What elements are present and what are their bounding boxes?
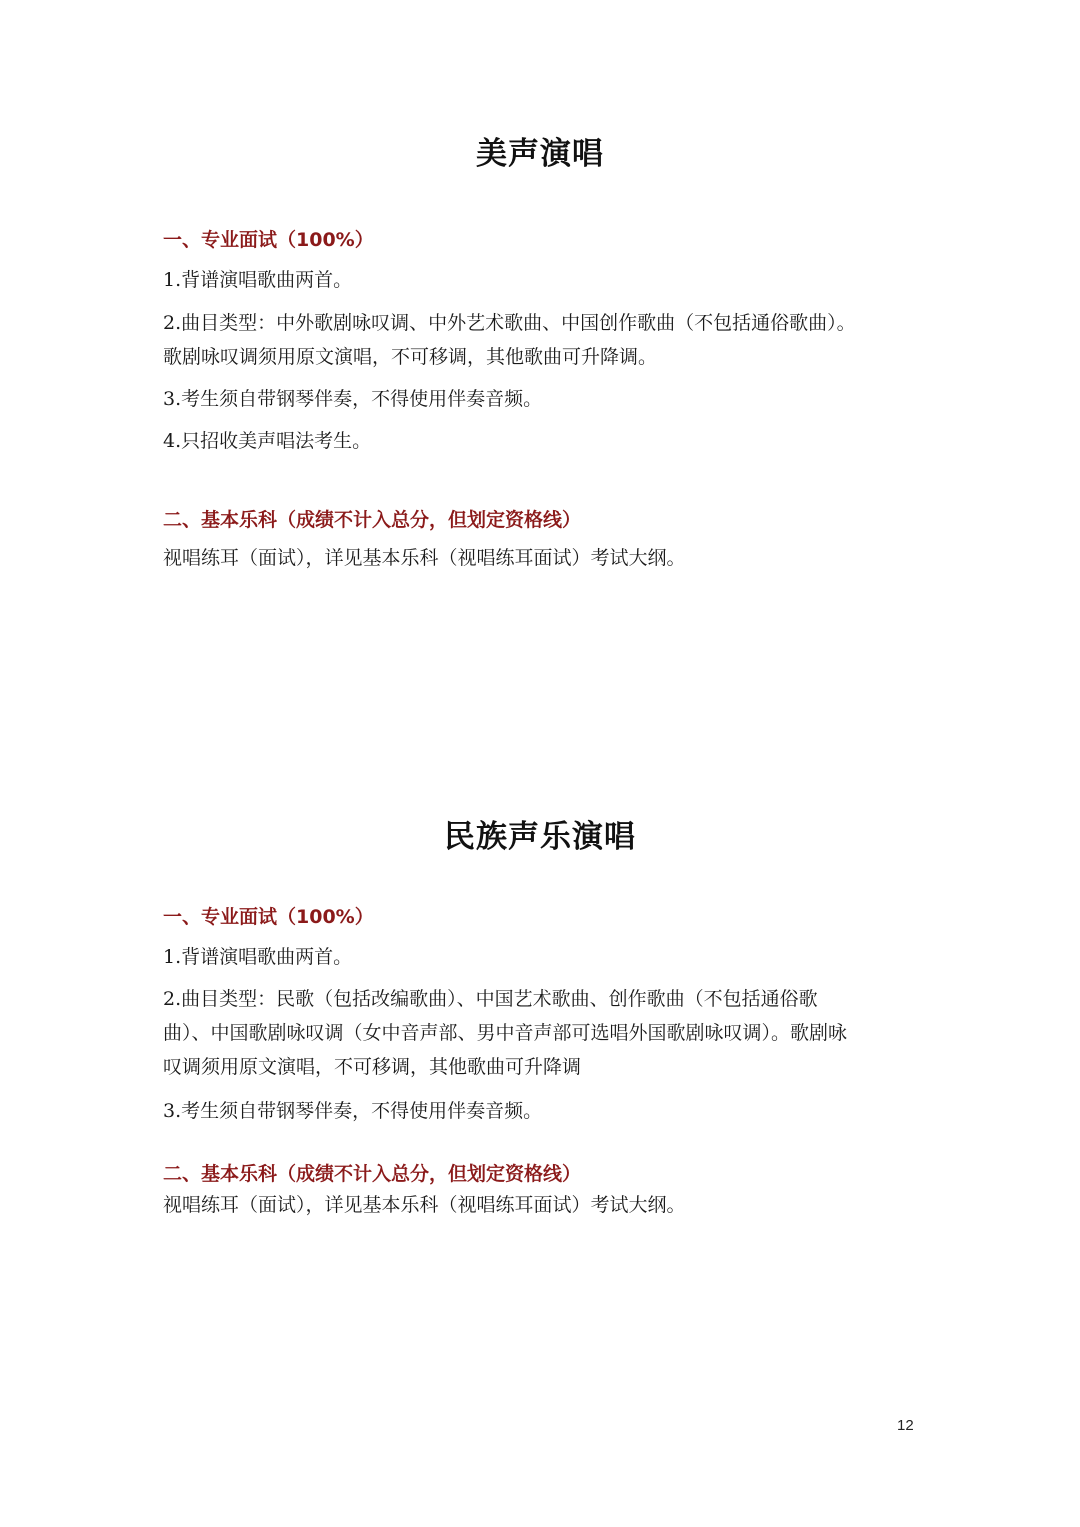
section-heading-basic-music: 二、基本乐科（成绩不计入总分，但划定资格线） (163, 509, 582, 531)
list-item-text: 考生须自带钢琴伴奏，不得使用伴奏音频。 (181, 1100, 543, 1122)
list-item-text: 只招收美声唱法考生。 (181, 430, 372, 452)
list-item-number: 3. (163, 388, 182, 410)
list-item-number: 4. (163, 430, 182, 452)
list-item (163, 382, 863, 416)
section-heading-professional-interview: 一、专业面试（100%） (163, 229, 374, 251)
list-item-number: 2. (163, 988, 182, 1010)
section-title-folk-vocal: 民族声乐演唱 (444, 819, 636, 855)
list-item (163, 1094, 863, 1128)
list-item-text: 考生须自带钢琴伴奏，不得使用伴奏音频。 (181, 388, 543, 410)
section-heading-basic-music: 二、基本乐科（成绩不计入总分，但划定资格线） (163, 1163, 582, 1185)
paragraph: 视唱练耳（面试），详见基本乐科（视唱练耳面试）考试大纲。 (163, 1194, 686, 1216)
paragraph: 视唱练耳（面试），详见基本乐科（视唱练耳面试）考试大纲。 (163, 547, 686, 569)
list-item-number: 1. (163, 946, 182, 968)
list-item (163, 940, 863, 974)
list-item-text: 曲目类型：中外歌剧咏叹调、中外艺术歌曲、中国创作歌曲（不包括通俗歌曲）。歌剧咏叹调须用原文演唱，不可移调，其他歌曲可升降调。 (163, 312, 856, 368)
list-item-number: 1. (163, 269, 182, 291)
list-item (163, 263, 863, 297)
list-item-number: 2. (163, 312, 182, 334)
page-number: 12 (897, 1417, 914, 1434)
list-item (163, 982, 863, 1084)
section-title-bel-canto: 美声演唱 (476, 136, 604, 172)
list-item-number: 3. (163, 1100, 182, 1122)
list-item-text: 背谱演唱歌曲两首。 (181, 269, 353, 291)
section-heading-professional-interview: 一、专业面试（100%） (163, 906, 374, 928)
list-item (163, 306, 863, 374)
list-item (163, 424, 863, 458)
list-item-text: 曲目类型：民歌（包括改编歌曲）、中国艺术歌曲、创作歌曲（不包括通俗歌曲）、中国歌剧咏叹调（女中音声部、男中音声部可选唱外国歌剧咏叹调）。歌剧咏叹调须用原文演唱，不可移调，其他歌曲可升降调 (163, 988, 848, 1078)
list-item-text: 背谱演唱歌曲两首。 (181, 946, 353, 968)
